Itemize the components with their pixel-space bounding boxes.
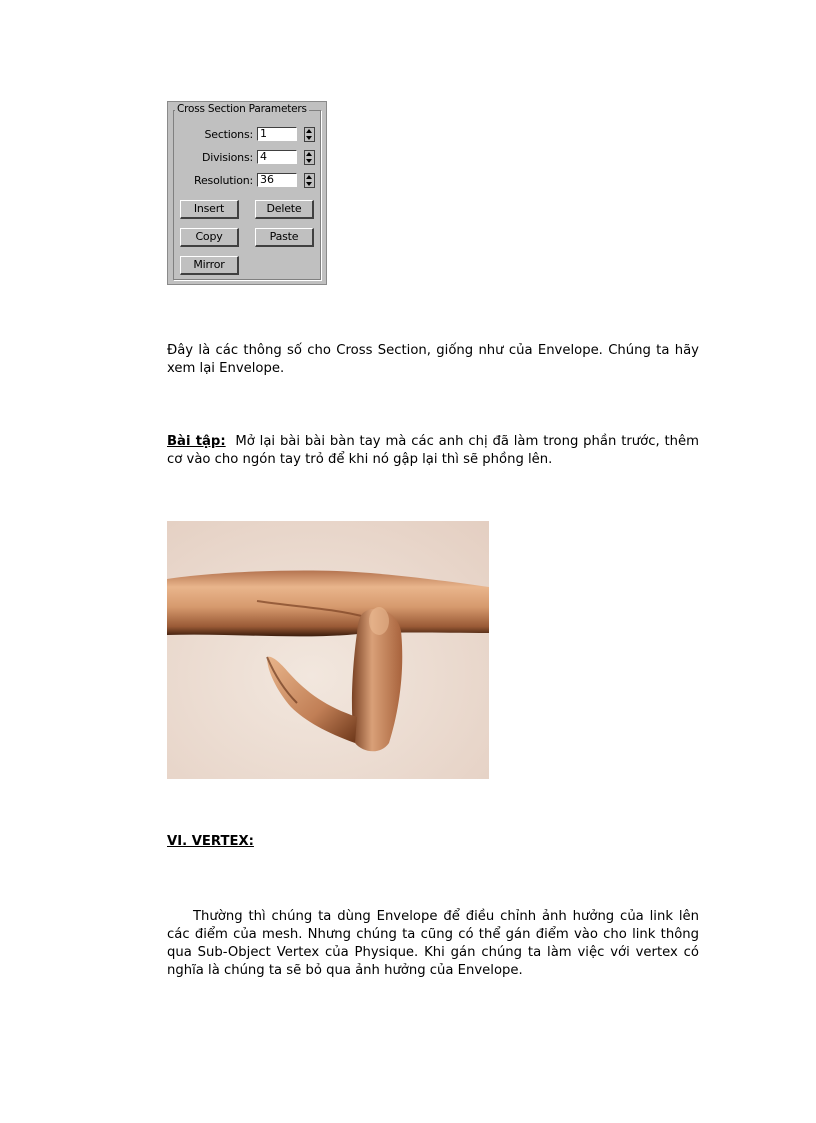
- divisions-label: Divisions:: [201, 151, 253, 164]
- cross-section-parameters-panel: [167, 101, 327, 285]
- spinner-up-icon[interactable]: [306, 152, 312, 156]
- divisions-spinner[interactable]: [304, 150, 315, 165]
- spinner-up-icon[interactable]: [306, 175, 312, 179]
- resolution-label: Resolution:: [194, 174, 253, 187]
- paragraph-cross-section: Đây là các thông số cho Cross Section, giống như của Envelope. Chúng ta hãy xem lại Envelope.: [167, 343, 699, 376]
- resolution-input[interactable]: 36: [257, 173, 297, 187]
- exercise-paragraph: [167, 433, 699, 469]
- exercise-label: Bài tập:: [167, 434, 226, 449]
- paste-button[interactable]: Paste: [255, 228, 314, 247]
- delete-button[interactable]: Delete: [255, 200, 314, 219]
- render-background: [167, 521, 489, 779]
- resolution-row: [168, 172, 328, 190]
- spinner-down-icon[interactable]: [306, 159, 312, 163]
- divisions-row: [168, 149, 328, 167]
- paragraph-vertex: Thường thì chúng ta dùng Envelope để điều chỉnh ảnh hưởng của link lên các điểm của mesh. Nhưng chúng ta cũng có thể gán điểm vào cho link thông qua Sub-Object Vertex của Physique. Khi gán chúng ta làm việc với vertex có nghĩa là chúng ta sẽ bỏ qua ảnh hưởng của Envelope.: [167, 909, 699, 978]
- sections-input[interactable]: 1: [257, 127, 297, 141]
- divisions-input[interactable]: 4: [257, 150, 297, 164]
- spinner-down-icon[interactable]: [306, 182, 312, 186]
- resolution-spinner[interactable]: [304, 173, 315, 188]
- sections-spinner[interactable]: [304, 127, 315, 142]
- mirror-button[interactable]: Mirror: [180, 256, 239, 275]
- copy-button[interactable]: Copy: [180, 228, 239, 247]
- exercise-text: Mở lại bài bài bàn tay mà các anh chị đã làm trong phần trước, thêm cơ vào cho ngón tay trỏ để khi nó gập lại thì sẽ phồng lên.: [167, 434, 699, 467]
- insert-button[interactable]: Insert: [180, 200, 239, 219]
- finger-render-image: [167, 521, 489, 779]
- spinner-down-icon[interactable]: [306, 136, 312, 140]
- spinner-up-icon[interactable]: [306, 129, 312, 133]
- sections-label: Sections:: [204, 128, 253, 141]
- section-heading-vertex: VI. VERTEX:: [167, 834, 254, 849]
- sections-row: [168, 126, 328, 144]
- panel-title: Cross Section Parameters: [177, 103, 307, 115]
- knuckle-highlight: [369, 607, 389, 635]
